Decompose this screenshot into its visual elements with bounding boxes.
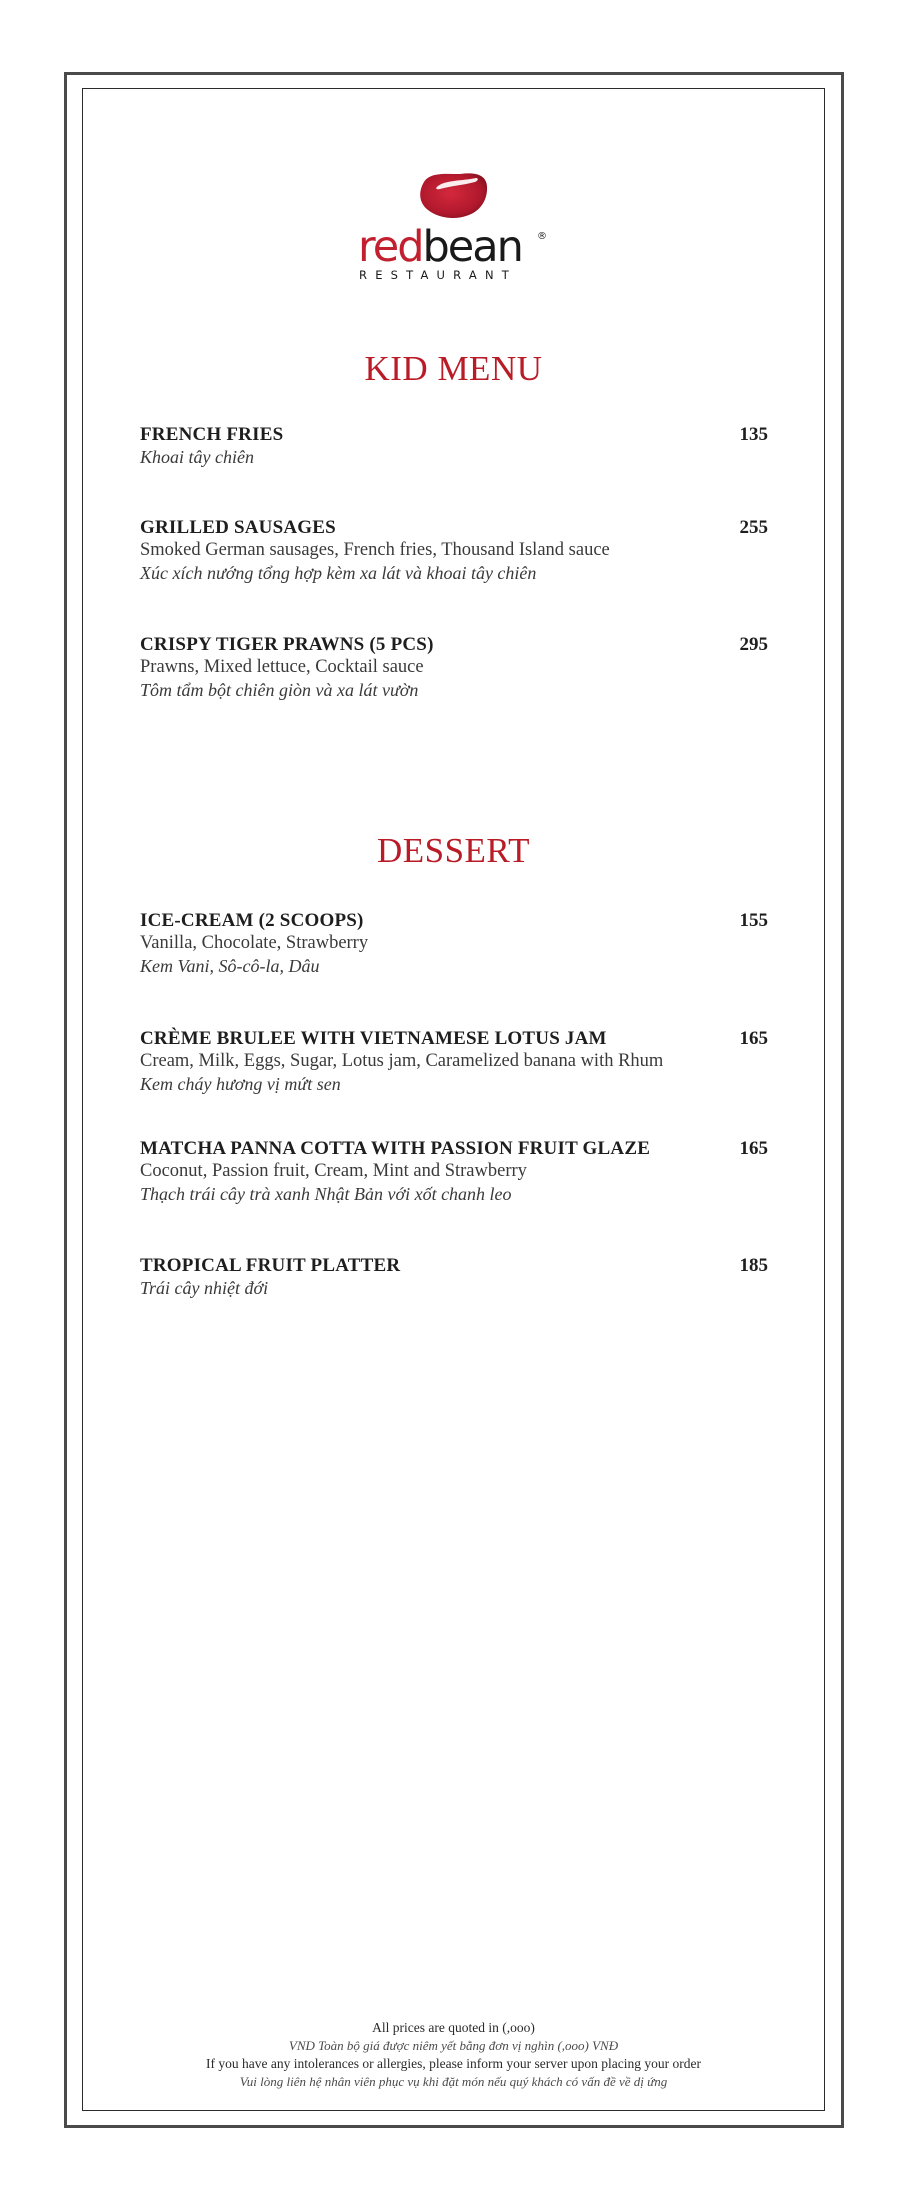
footer-notes bbox=[0, 2019, 907, 2091]
item-price: 255 bbox=[739, 517, 768, 538]
footer-allergy-note-vietnamese: Vui lòng liên hệ nhân viên phục vụ khi đặt món nếu quý khách có vấn đề về dị ứng bbox=[239, 2074, 668, 2089]
item-description: Vanilla, Chocolate, Strawberry bbox=[140, 933, 369, 953]
item-vietnamese-name: Kem Vani, Sô-cô-la, Dâu bbox=[140, 956, 320, 976]
menu-item bbox=[140, 517, 768, 585]
item-vietnamese-name: Xúc xích nướng tổng hợp kèm xa lát và khoai tây chiên bbox=[140, 563, 537, 583]
menu-item bbox=[140, 424, 768, 469]
item-description: Cream, Milk, Eggs, Sugar, Lotus jam, Caramelized banana with Rhum bbox=[140, 1051, 664, 1071]
menu-item bbox=[140, 910, 768, 978]
item-name: FRENCH FRIES bbox=[140, 424, 284, 445]
item-name: CRISPY TIGER PRAWNS (5 PCS) bbox=[140, 634, 434, 655]
inner-page-border bbox=[82, 88, 825, 2111]
item-price: 165 bbox=[739, 1138, 768, 1159]
section-title-kid-menu: KID MENU bbox=[364, 349, 543, 388]
item-name: TROPICAL FRUIT PLATTER bbox=[140, 1255, 401, 1276]
item-price: 155 bbox=[739, 910, 768, 931]
logo-word-red: red bbox=[358, 222, 423, 272]
item-name: ICE-CREAM (2 SCOOPS) bbox=[140, 910, 364, 931]
footer-allergy-note: If you have any intolerances or allergies, please inform your server upon placing your order bbox=[206, 2056, 701, 2071]
menu-item bbox=[140, 634, 768, 702]
item-description: Smoked German sausages, French fries, Thousand Island sauce bbox=[140, 540, 610, 560]
item-name: GRILLED SAUSAGES bbox=[140, 517, 336, 538]
menu-item bbox=[140, 1255, 768, 1300]
item-price: 135 bbox=[739, 424, 768, 445]
logo-subtitle: RESTAURANT bbox=[359, 268, 517, 282]
item-description: Prawns, Mixed lettuce, Cocktail sauce bbox=[140, 657, 424, 677]
section-title-dessert: DESSERT bbox=[376, 831, 531, 870]
item-vietnamese-name: Khoai tây chiên bbox=[140, 447, 254, 467]
item-vietnamese-name: Thạch trái cây trà xanh Nhật Bản với xốt chanh leo bbox=[140, 1184, 512, 1204]
footer-price-note: All prices are quoted in (,ooo) bbox=[372, 2020, 535, 2035]
menu-item bbox=[140, 1028, 768, 1096]
item-name: CRÈME BRULEE WITH VIETNAMESE LOTUS JAM bbox=[140, 1028, 607, 1049]
item-vietnamese-name: Tôm tẩm bột chiên giòn và xa lát vườn bbox=[140, 680, 419, 700]
registered-mark: ® bbox=[537, 231, 547, 242]
item-price: 295 bbox=[739, 634, 768, 655]
footer-price-note-vietnamese: VND Toàn bộ giá được niêm yết bằng đơn vị nghìn (,ooo) VNĐ bbox=[288, 2038, 619, 2053]
bean-icon bbox=[416, 168, 490, 220]
logo-wordmark bbox=[358, 223, 548, 271]
item-vietnamese-name: Kem cháy hương vị mứt sen bbox=[140, 1074, 341, 1094]
menu-item bbox=[140, 1138, 768, 1206]
item-description: Coconut, Passion fruit, Cream, Mint and Strawberry bbox=[140, 1161, 527, 1181]
item-price: 165 bbox=[739, 1028, 768, 1049]
item-name: MATCHA PANNA COTTA WITH PASSION FRUIT GLAZE bbox=[140, 1138, 651, 1159]
item-vietnamese-name: Trái cây nhiệt đới bbox=[140, 1278, 269, 1298]
item-price: 185 bbox=[739, 1255, 768, 1276]
logo-word-black: bean bbox=[422, 222, 522, 272]
